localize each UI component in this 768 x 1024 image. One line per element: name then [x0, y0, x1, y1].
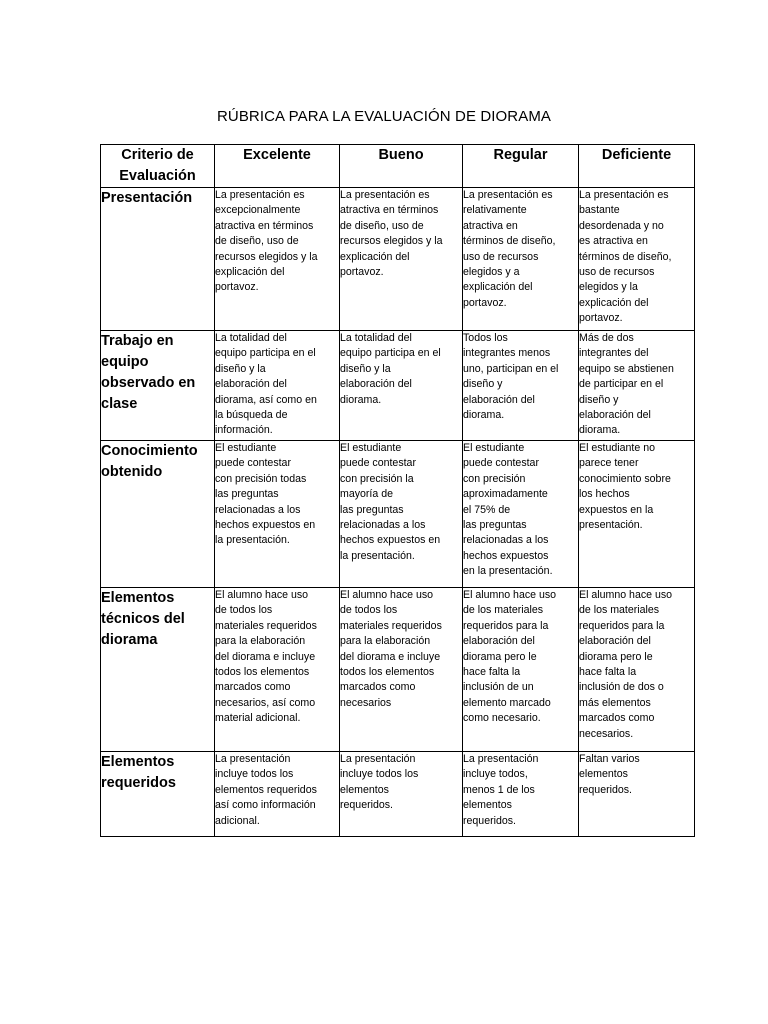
criterion-label-line: Elementos: [101, 590, 175, 606]
cell-text-line: incluye todos los: [215, 768, 294, 781]
cell-text-line: mayoría de: [340, 488, 393, 501]
cell-text-line: diorama, así como en: [215, 393, 317, 406]
cell-text-line: marcados como: [340, 681, 416, 694]
cell-text-line: necesarios: [340, 696, 392, 709]
cell-text-line: requeridos para la: [463, 619, 549, 632]
cell-text-line: desordenada y no: [579, 219, 664, 232]
cell-text-line: atractiva en términos: [215, 219, 314, 232]
header-deficiente: Deficiente: [579, 145, 695, 188]
cell-text-line: El estudiante no: [579, 442, 655, 454]
cell-text-line: el 75% de: [463, 503, 511, 516]
cell-text-line: explicación del: [463, 281, 533, 294]
header-regular: Regular: [463, 145, 579, 188]
cell-text-line: incluye todos,: [463, 768, 528, 781]
cell-text-line: expuestos en la: [579, 503, 654, 516]
cell-text-line: atractiva en: [463, 219, 518, 232]
cell-text-line: elaboración del: [579, 635, 651, 648]
cell-text-line: elegidos y la: [579, 281, 638, 294]
level-cell-excelente: [215, 331, 340, 441]
cell-text-line: necesarios.: [579, 727, 634, 740]
cell-text-line: uno, participan en el: [463, 362, 559, 375]
cell-text-line: elemento marcado: [463, 696, 551, 709]
level-cell-regular: [463, 752, 579, 837]
cell-text-line: El estudiante: [215, 442, 277, 454]
cell-text-line: uso de recursos: [579, 266, 655, 279]
cell-text-line: con precisión la: [340, 472, 414, 485]
cell-text-line: El alumno hace uso: [579, 589, 673, 601]
cell-text-line: del diorama e incluye: [215, 650, 316, 663]
cell-text-line: equipo se abstienen: [579, 362, 674, 375]
cell-text-line: hechos expuestos: [463, 549, 549, 562]
cell-text-line: diorama pero le: [463, 650, 537, 663]
criterion-label-line: Elementos: [101, 754, 175, 770]
cell-text-line: como necesario.: [463, 712, 541, 725]
cell-text-line: de diseño, uso de: [340, 219, 424, 232]
cell-text-line: diseño y la: [215, 362, 266, 375]
cell-text-line: elementos: [579, 768, 628, 781]
table-row: [101, 331, 695, 441]
cell-text-line: explicación del: [215, 266, 285, 279]
header-excelente: Excelente: [215, 145, 340, 188]
cell-text-line: portavoz.: [215, 281, 259, 294]
cell-text-line: marcados como: [215, 681, 291, 694]
cell-text-line: diseño y: [463, 378, 503, 391]
cell-text-line: equipo participa en el: [340, 347, 441, 360]
cell-text-line: más elementos: [579, 696, 651, 709]
cell-text-line: materiales requeridos: [340, 619, 442, 632]
cell-text-line: inclusión de dos o: [579, 681, 664, 694]
cell-text-line: La presentación es: [340, 189, 430, 201]
cell-text-line: portavoz.: [463, 296, 507, 309]
criterion-cell: [101, 752, 215, 837]
level-cell-deficiente: [579, 588, 695, 752]
level-cell-regular: [463, 331, 579, 441]
criterion-cell: [101, 331, 215, 441]
cell-text-line: del diorama e incluye: [340, 650, 441, 663]
cell-text-line: aproximadamente: [463, 488, 548, 501]
cell-text-line: diorama pero le: [579, 650, 653, 663]
cell-text-line: requeridos.: [463, 814, 516, 827]
cell-text-line: atractiva en términos: [340, 204, 439, 217]
cell-text-line: El alumno hace uso: [463, 589, 557, 601]
cell-text-line: explicación del: [340, 250, 410, 263]
cell-text-line: materiales requeridos: [215, 619, 317, 632]
cell-text-line: requeridos.: [579, 783, 632, 796]
level-cell-regular: [463, 441, 579, 588]
rubric-table: [100, 144, 695, 837]
level-cell-bueno: [340, 588, 463, 752]
level-cell-excelente: [215, 752, 340, 837]
level-cell-excelente: [215, 188, 340, 331]
criterion-label-line: observado en: [101, 375, 196, 391]
cell-text-line: El alumno hace uso: [215, 589, 309, 601]
page-title: RÚBRICA PARA LA EVALUACIÓN DE DIORAMA: [216, 108, 552, 125]
cell-text-line: relacionadas a los: [215, 503, 301, 516]
cell-text-line: diseño y la: [340, 362, 391, 375]
cell-text-line: de participar en el: [579, 378, 664, 391]
cell-text-line: relacionadas a los: [463, 534, 549, 547]
cell-text-line: de todos los: [215, 604, 273, 617]
cell-text-line: hace falta la: [463, 666, 521, 679]
header-bueno: Bueno: [340, 145, 463, 188]
level-cell-deficiente: [579, 752, 695, 837]
cell-text-line: requeridos.: [340, 799, 393, 812]
criterion-label-line: equipo: [101, 354, 149, 370]
cell-text-line: El alumno hace uso: [340, 589, 434, 601]
cell-text-line: excepcionalmente: [215, 204, 301, 217]
cell-text-line: integrantes menos: [463, 347, 551, 360]
cell-text-line: La presentación es: [215, 189, 305, 201]
cell-text-line: portavoz.: [579, 312, 623, 325]
cell-text-line: con precisión todas: [215, 472, 307, 485]
criterion-label-line: obtenido: [101, 464, 163, 480]
criterion-label-line: Conocimiento: [101, 443, 198, 459]
cell-text-line: con precisión: [463, 472, 526, 485]
cell-text-line: de diseño, uso de: [215, 235, 299, 248]
cell-text-line: La presentación es: [579, 189, 669, 201]
level-cell-deficiente: [579, 188, 695, 331]
cell-text-line: en la presentación.: [463, 565, 553, 578]
cell-text-line: La presentación: [463, 753, 539, 765]
cell-text-line: de todos los: [340, 604, 398, 617]
cell-text-line: bastante: [579, 204, 620, 217]
cell-text-line: La totalidad del: [340, 332, 412, 344]
cell-text-line: elegidos y a: [463, 266, 520, 279]
header-row: [101, 145, 695, 188]
cell-text-line: diorama.: [579, 424, 621, 437]
criterion-label-line: Trabajo en: [101, 333, 174, 349]
level-cell-bueno: [340, 331, 463, 441]
table-row: [101, 588, 695, 752]
cell-text-line: equipo participa en el: [215, 347, 316, 360]
cell-text-line: términos de diseño,: [463, 235, 556, 248]
cell-text-line: de los materiales: [463, 604, 544, 617]
cell-text-line: la presentación.: [340, 549, 415, 562]
cell-text-line: es atractiva en: [579, 235, 648, 248]
table-row: [101, 188, 695, 331]
table-row: [101, 752, 695, 837]
cell-text-line: recursos elegidos y la: [215, 250, 318, 263]
cell-text-line: El estudiante: [340, 442, 402, 454]
cell-text-line: Todos los: [463, 332, 508, 344]
cell-text-line: las preguntas: [463, 519, 527, 532]
cell-text-line: puede contestar: [215, 457, 291, 470]
criterion-cell: [101, 441, 215, 588]
cell-text-line: relativamente: [463, 204, 527, 217]
cell-text-line: diorama.: [463, 409, 505, 422]
cell-text-line: marcados como: [579, 712, 655, 725]
cell-text-line: puede contestar: [463, 457, 539, 470]
level-cell-deficiente: [579, 441, 695, 588]
cell-text-line: portavoz.: [340, 266, 384, 279]
level-cell-excelente: [215, 588, 340, 752]
level-cell-regular: [463, 588, 579, 752]
cell-text-line: integrantes del: [579, 347, 649, 360]
cell-text-line: elaboración del: [215, 378, 287, 391]
header-criterio: [101, 145, 215, 188]
cell-text-line: relacionadas a los: [340, 519, 426, 532]
criterion-cell: [101, 588, 215, 752]
cell-text-line: todos los elementos: [215, 666, 310, 679]
cell-text-line: elementos requeridos: [215, 783, 317, 796]
cell-text-line: elaboración del: [579, 409, 651, 422]
level-cell-deficiente: [579, 331, 695, 441]
cell-text-line: conocimiento sobre: [579, 472, 671, 485]
cell-text-line: elementos: [463, 799, 512, 812]
cell-text-line: para la elaboración: [340, 635, 431, 648]
cell-text-line: así como información: [215, 799, 316, 812]
cell-text-line: diorama.: [340, 393, 382, 406]
criterion-label-line: técnicos del: [101, 611, 185, 627]
cell-text-line: las preguntas: [340, 503, 404, 516]
criterion-label-line: requeridos: [101, 775, 176, 791]
cell-text-line: las preguntas: [215, 488, 279, 501]
cell-text-line: Faltan varios: [579, 753, 640, 765]
level-cell-bueno: [340, 188, 463, 331]
header-criterio-line: Criterio de: [121, 147, 194, 163]
cell-text-line: La presentación: [215, 753, 291, 765]
cell-text-line: la presentación.: [215, 534, 290, 547]
criterion-label-line: Presentación: [101, 190, 193, 206]
cell-text-line: requeridos para la: [579, 619, 665, 632]
cell-text-line: presentación.: [579, 519, 643, 532]
cell-text-line: incluye todos los: [340, 768, 419, 781]
level-cell-regular: [463, 188, 579, 331]
cell-text-line: explicación del: [579, 296, 649, 309]
cell-text-line: elementos: [340, 783, 389, 796]
cell-text-line: elaboración del: [463, 393, 535, 406]
cell-text-line: uso de recursos: [463, 250, 539, 263]
cell-text-line: puede contestar: [340, 457, 416, 470]
cell-text-line: hechos expuestos en: [215, 519, 316, 532]
header-criterio-line: Evaluación: [119, 168, 196, 184]
cell-text-line: elaboración del: [463, 635, 535, 648]
cell-text-line: La presentación: [340, 753, 416, 765]
cell-text-line: hechos expuestos en: [340, 534, 441, 547]
cell-text-line: Más de dos: [579, 332, 634, 344]
level-cell-bueno: [340, 441, 463, 588]
cell-text-line: El estudiante: [463, 442, 525, 454]
cell-text-line: material adicional.: [215, 712, 301, 725]
cell-text-line: inclusión de un: [463, 681, 534, 694]
cell-text-line: información.: [215, 424, 273, 437]
table-row: [101, 441, 695, 588]
cell-text-line: La presentación es: [463, 189, 553, 201]
criterion-label-line: clase: [101, 396, 138, 412]
level-cell-excelente: [215, 441, 340, 588]
cell-text-line: de los materiales: [579, 604, 660, 617]
cell-text-line: menos 1 de los: [463, 783, 535, 796]
cell-text-line: adicional.: [215, 814, 260, 827]
cell-text-line: todos los elementos: [340, 666, 435, 679]
cell-text-line: los hechos: [579, 488, 630, 501]
level-cell-bueno: [340, 752, 463, 837]
criterion-label-line: diorama: [101, 632, 158, 648]
cell-text-line: para la elaboración: [215, 635, 306, 648]
cell-text-line: diseño y: [579, 393, 619, 406]
cell-text-line: La totalidad del: [215, 332, 287, 344]
cell-text-line: necesarios, así como: [215, 696, 316, 709]
cell-text-line: elaboración del: [340, 378, 412, 391]
cell-text-line: recursos elegidos y la: [340, 235, 443, 248]
rubric-body: [101, 188, 695, 837]
cell-text-line: parece tener: [579, 457, 639, 470]
cell-text-line: términos de diseño,: [579, 250, 672, 263]
cell-text-line: hace falta la: [579, 666, 637, 679]
cell-text-line: la búsqueda de: [215, 409, 288, 422]
criterion-cell: [101, 188, 215, 331]
